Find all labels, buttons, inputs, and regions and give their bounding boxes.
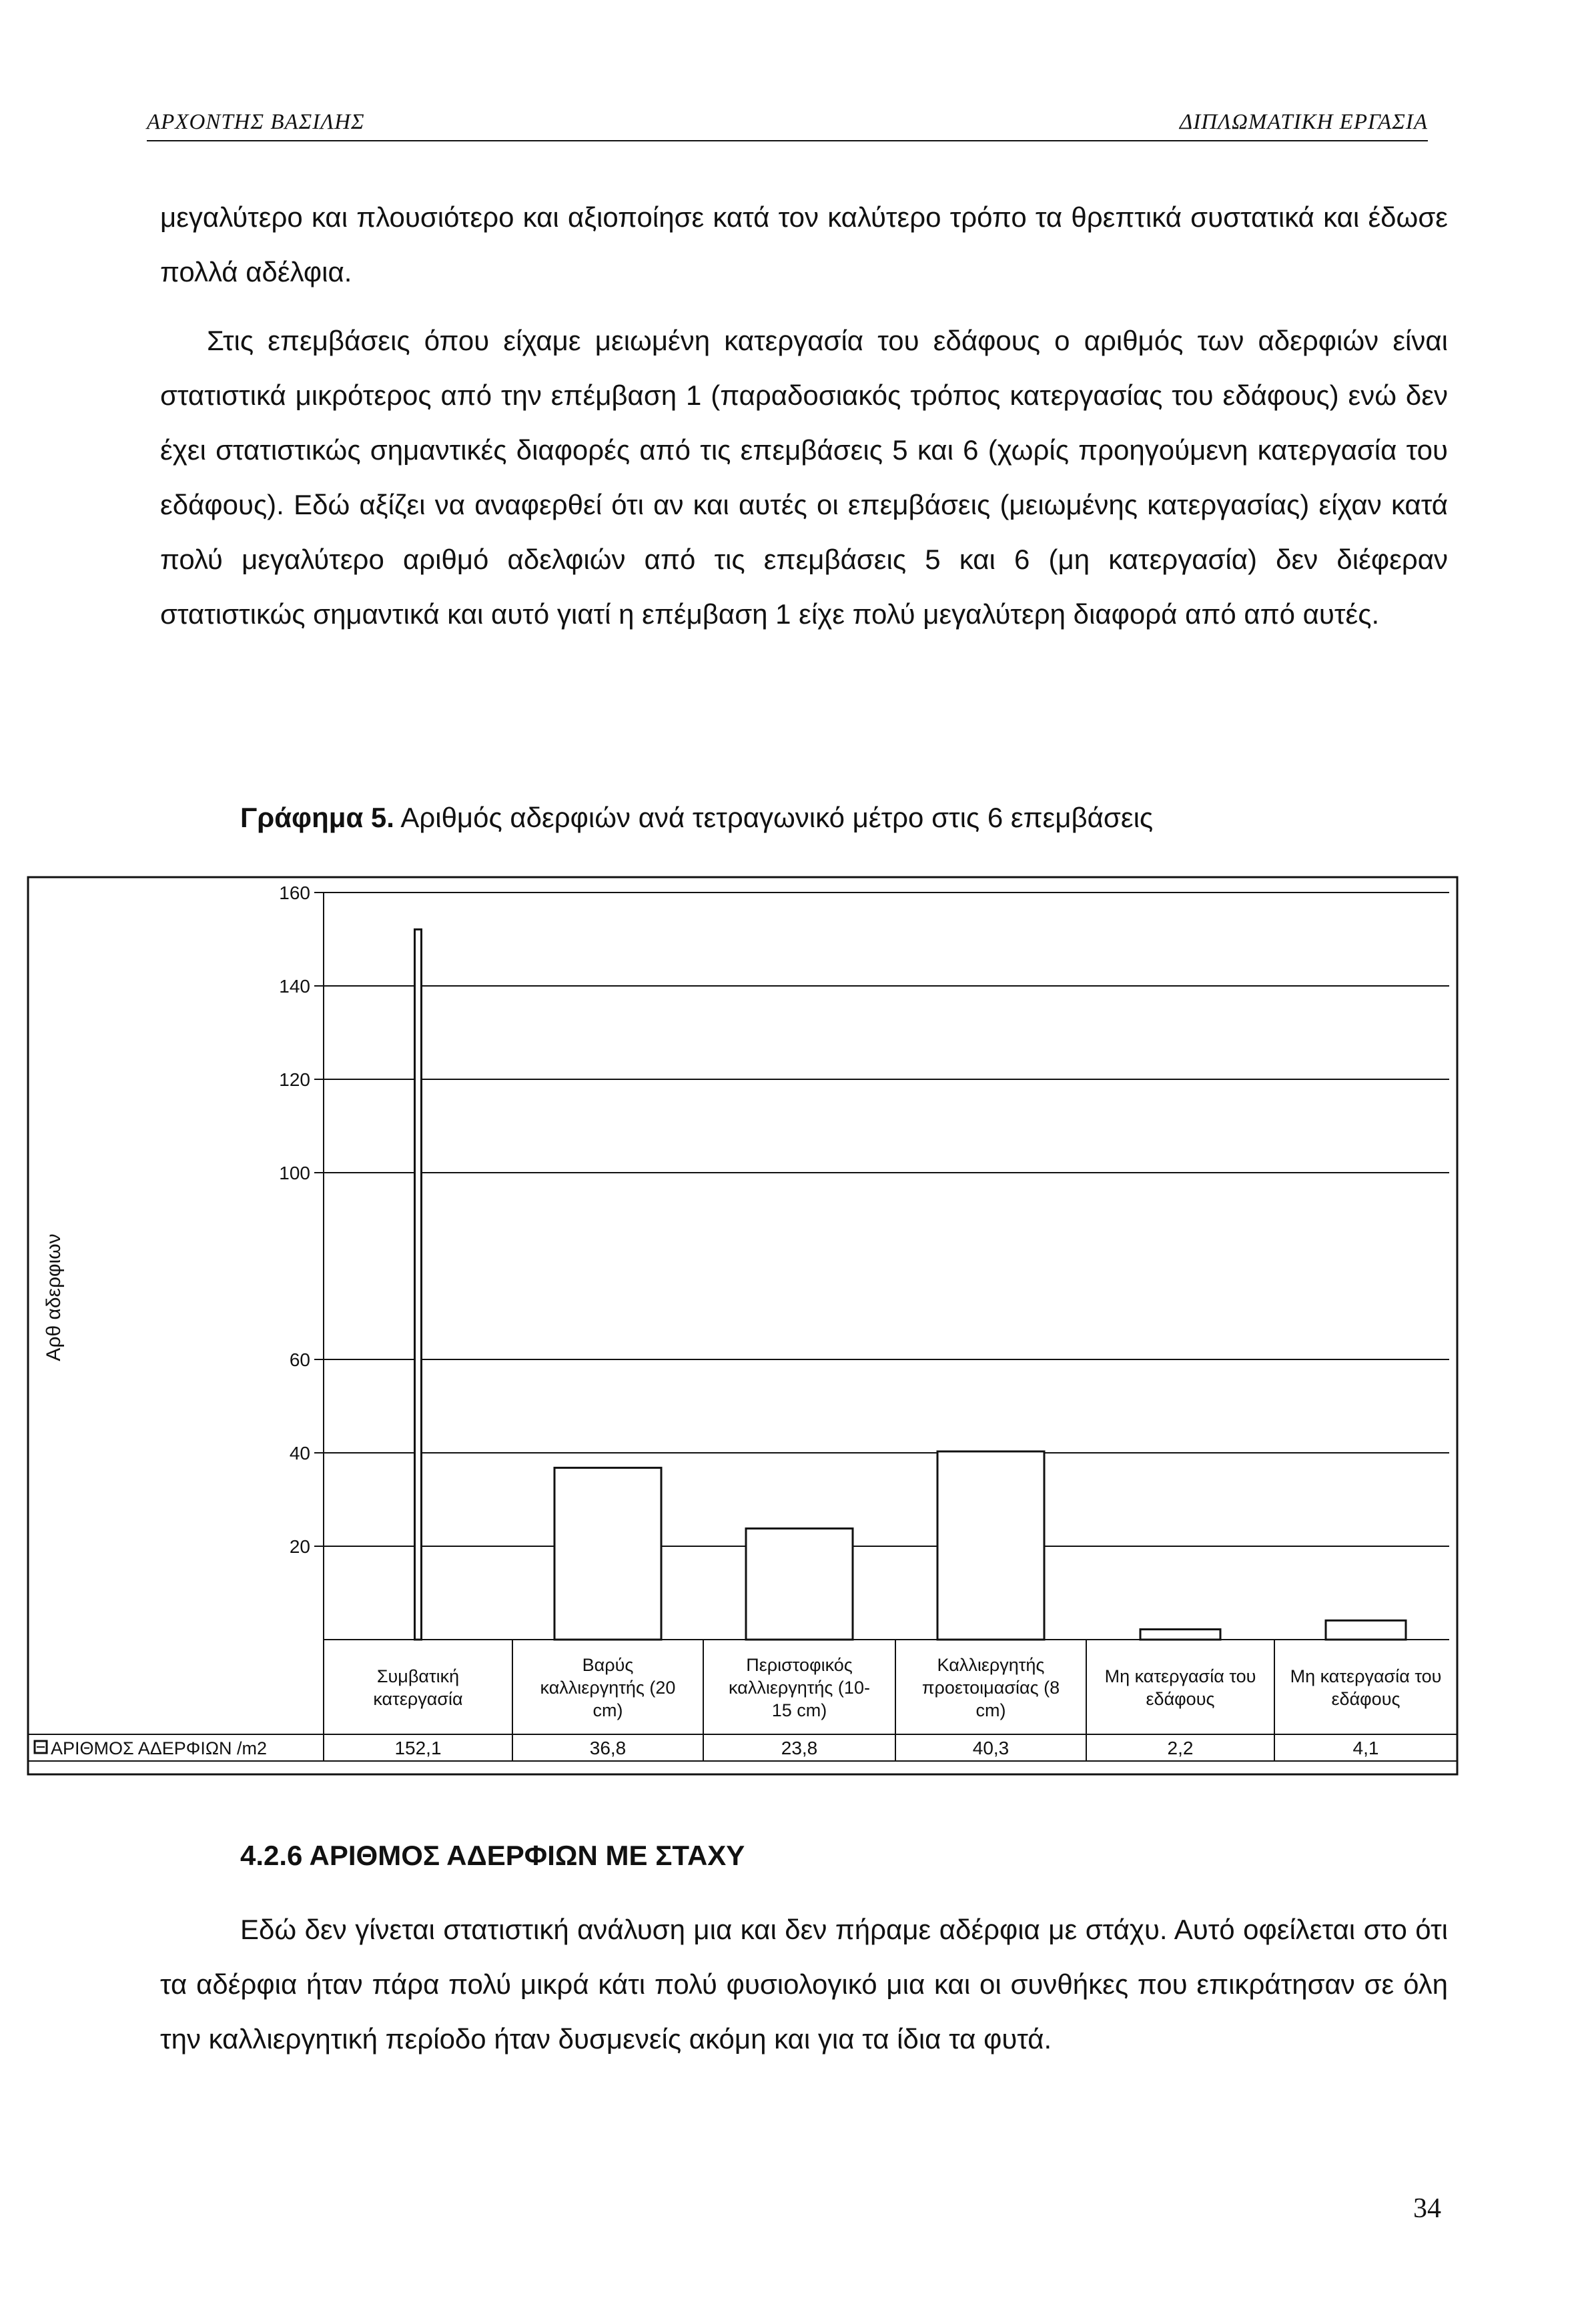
figure-caption-text: Αριθμός αδερφιών ανά τετραγωνικό μέτρο στις 6 επεμβάσεις: [400, 802, 1154, 833]
bar: [554, 1468, 661, 1640]
chart-layer: [28, 877, 1457, 1774]
bar: [415, 929, 422, 1640]
data-label: 4,1: [1352, 1738, 1379, 1758]
category-label: καλλιεργητής (20: [540, 1678, 676, 1698]
category-label: Βαρύς: [582, 1655, 634, 1675]
section-body: Εδώ δεν γίνεται στατιστική ανάλυση μια και δεν πήραμε αδέρφια με στάχυ. Αυτό οφείλεται στο ότι τα αδέρφια ήταν πάρα πολύ μικρά κάτι πολύ φυσιολογικό μια και οι συνθήκες που επικράτησαν σε όλη την καλλιεργητική περίοδο ήταν δυσμενείς ακόμη και για τα ίδια τα φυτά.: [160, 1914, 1448, 2055]
series-name: ΑΡΙΘΜΟΣ ΑΔΕΡΦΙΩΝ /m2: [51, 1738, 268, 1758]
data-label: 23,8: [781, 1738, 818, 1758]
category-label: εδάφους: [1146, 1689, 1215, 1709]
bar: [1140, 1630, 1220, 1640]
figure-label: Γράφημα 5.: [240, 802, 394, 833]
section-title: 4.2.6 ΑΡΙΘΜΟΣ ΑΔΕΡΦΙΩΝ ΜΕ ΣΤΑΧΥ: [240, 1840, 745, 1871]
bar: [1326, 1620, 1406, 1640]
category-label: Περιστοφικός: [746, 1655, 853, 1675]
page-number: 34: [1413, 2193, 1441, 2224]
bar: [746, 1528, 853, 1640]
data-label: 36,8: [589, 1738, 627, 1758]
data-label: 152,1: [394, 1738, 442, 1758]
category-label: Μη κατεργασία του: [1290, 1666, 1442, 1686]
y-tick-label: 160: [279, 883, 310, 903]
category-label: καλλιεργητής (10-: [729, 1678, 870, 1698]
category-label: προετοιμασίας (8: [921, 1678, 1060, 1698]
header-author: ΑΡΧΟΝΤΗΣ ΒΑΣΙΛΗΣ: [147, 110, 365, 134]
y-tick-label: 20: [289, 1536, 310, 1557]
y-tick-label: 40: [289, 1443, 310, 1464]
category-label: cm): [975, 1700, 1006, 1720]
data-label: 2,2: [1167, 1738, 1194, 1758]
bar: [937, 1451, 1044, 1640]
y-tick-label: 120: [279, 1069, 310, 1090]
category-label: κατεργασία: [373, 1689, 463, 1709]
category-label: Καλλιεργητής: [937, 1655, 1045, 1675]
category-label: Μη κατεργασία του: [1104, 1666, 1256, 1686]
category-label: Συμβατική: [376, 1666, 460, 1686]
y-tick-label: 60: [289, 1349, 310, 1370]
paragraph-1: μεγαλύτερο και πλουσιότερο και αξιοποίησε κατά τον καλύτερο τρόπο τα θρεπτικά συστατικά και έδωσε πολλά αδέλφια.: [160, 201, 1448, 287]
header-title: ΔΙΠΛΩΜΑΤΙΚΗ ΕΡΓΑΣΙΑ: [1179, 110, 1428, 134]
y-axis-label: Αρθ αδερφιων: [43, 1233, 65, 1361]
y-tick-label: 100: [279, 1163, 310, 1183]
category-label: cm): [592, 1700, 623, 1720]
category-label: εδάφους: [1331, 1689, 1401, 1709]
paragraph-2: Στις επεμβάσεις όπου είχαμε μειωμένη κατεργασία του εδάφους ο αριθμός των αδερφιών είναι στατιστικά μικρότερος από την επέμβαση 1 (παραδοσιακός τρόπος κατεργασίας του εδάφους) ενώ δεν έχει στατιστικώς σημαντικές διαφορές από τις επεμβάσεις 5 και 6 (χωρίς προηγούμενη κατεργασία του εδάφους). Εδώ αξίζει να αναφερθεί ότι αν και αυτές οι επεμβάσεις (μειωμένης κατεργασίας) είχαν κατά πολύ μεγαλύτερο αριθμό αδελφιών από τις επεμβάσεις 5 και 6 (μη κατεργασία) δεν διέφεραν στατιστικώς σημαντικά και αυτό γιατί η επέμβαση 1 είχε πολύ μεγαλύτερη διαφορά από από αυτές.: [160, 325, 1448, 630]
category-label: 15 cm): [771, 1700, 827, 1720]
data-label: 40,3: [972, 1738, 1010, 1758]
y-tick-label: 140: [279, 976, 310, 997]
